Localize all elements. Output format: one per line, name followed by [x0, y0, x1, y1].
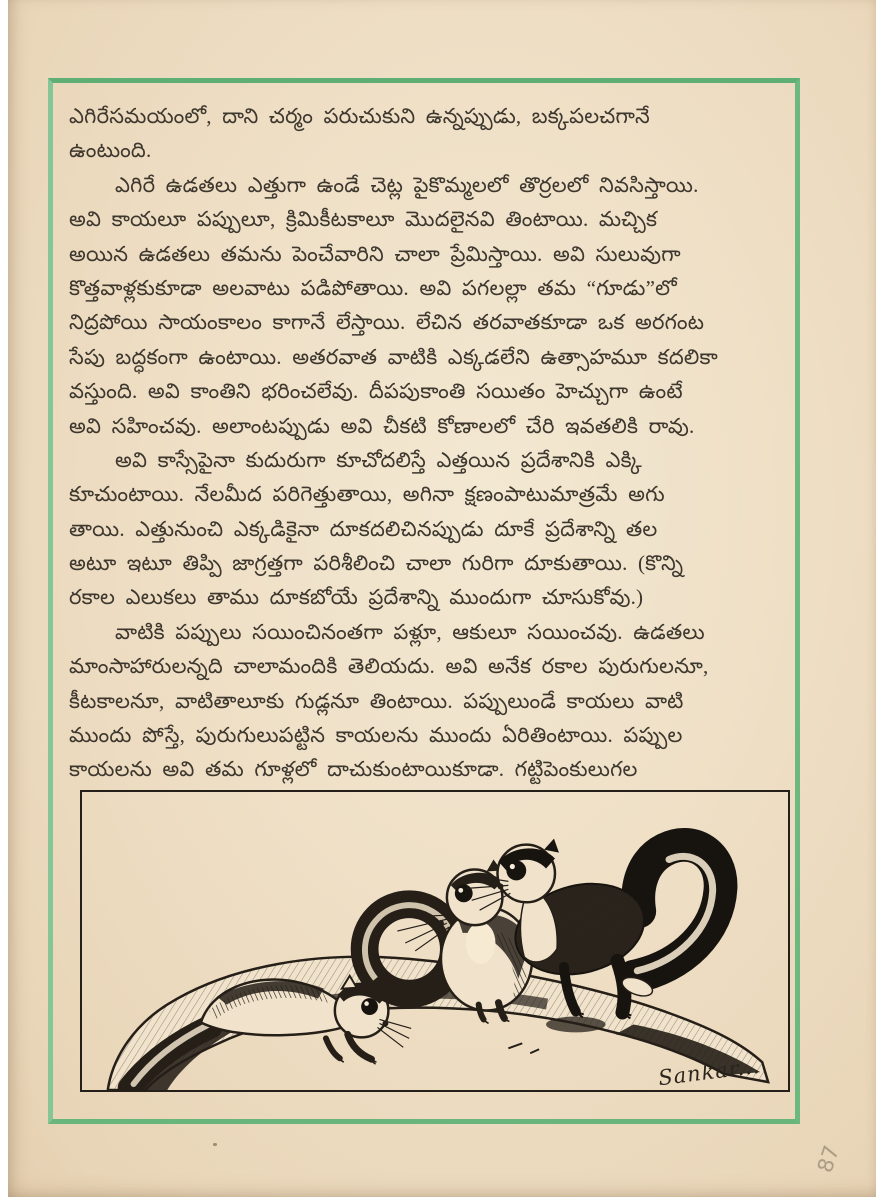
text-line: ఉంటుంది. [69, 138, 152, 163]
text-line: కొత్తవాళ్లకుకూడా అలవాటు పడిపోతాయి. అవి పగలల్లా తమ “గూడు”లో [69, 275, 677, 300]
artist-signature: Sankar... [656, 1053, 762, 1091]
text-block [69, 99, 787, 787]
text-line: తాయి. ఎత్తునుంచి ఎక్కడికైనా దూకదలిచినప్పుడు దూకే ప్రదేశాన్ని తల [69, 516, 658, 541]
text-line: అవి సహించవు. అలాంటప్పుడు అవి చీకటి కోణాలలో చేరి ఇవతలికి రావు. [69, 413, 695, 438]
text-line: రకాల ఎలుకలు తాము దూకబోయే ప్రదేశాన్ని ముందుగా చూసుకోవు.) [69, 585, 644, 610]
text-line: వస్తుంది. అవి కాంతిని భరించలేవు. దీపపుకాంతి సయితం హెచ్చుగా ఉంటే [69, 379, 683, 404]
green-border-frame [48, 78, 800, 1124]
illustration-frame [80, 790, 790, 1092]
text-line: ఎగిరే ఉడతలు ఎత్తుగా ఉండే చెట్ల పైకొమ్మలలో తొర్రలలో నివసిస్తాయి. [115, 172, 699, 197]
text-line: అవి కాయలూ పప్పులూ, క్రిమికీటకాలూ మొదలైనవి తింటాయి. మచ్చిక [69, 207, 658, 232]
text-line: ఎగిరేసమయంలో, దాని చర్మం పరుచుకుని ఉన్నప్పుడు, బక్కపలచగానే [69, 104, 650, 128]
text-line: అయిన ఉడతలు తమను పెంచేవారిని చాలా ప్రేమిస్తాయి. అవి సులువుగా [69, 241, 681, 266]
handwritten-page-number: 87 [813, 1142, 845, 1176]
text-line: మాంసాహారులన్నది చాలామందికి తెలియదు. అవి అనేక రకాల పురుగులనూ, [69, 654, 709, 679]
text-line: ముందు పోస్తే, పురుగులుపట్టిన కాయలను ముందు ఏరితింటాయి. పప్పుల [69, 723, 683, 748]
text-line: అటూ ఇటూ తిప్పి జాగ్రత్తగా పరిశీలించి చాలా గురిగా దూకుతాయి. (కొన్ని [69, 551, 684, 576]
squirrels-illustration [82, 792, 788, 1090]
paper-speck [213, 1143, 217, 1146]
text-line: నిద్రపోయి సాయంకాలం కాగానే లేస్తాయి. లేచిన తరవాతకూడా ఒక అరగంట [69, 310, 705, 335]
paper [8, 0, 876, 1197]
text-line: కాయలను అవి తమ గూళ్లలో దాచుకుంటాయికూడా. గట్టిపెంకులుగల [69, 757, 638, 782]
text-line: కీటకాలనూ, వాటితాలూకు గుడ్లనూ తింటాయి. పప్పులుండే కాయలు వాటి [69, 688, 684, 713]
text-line: వాటికి పప్పులు సయించినంతగా పళ్లూ, ఆకులూ సయించవు. ఉడతలు [115, 619, 705, 644]
text-line: సేపు బద్ధకంగా ఉంటాయి. అతరవాత వాటికి ఎక్కడలేని ఉత్సాహమూ కదలికా [69, 344, 718, 369]
text-line: అవి కాస్సేపైనా కుదురుగా కూచోదలిస్తే ఎత్తయిన ప్రదేశానికి ఎక్కి [115, 447, 642, 472]
text-line: కూచుంటాయి. నేలమీద పరిగెత్తుతాయి, అగినా క్షణంపాటుమాత్రమే అగు [69, 482, 665, 507]
